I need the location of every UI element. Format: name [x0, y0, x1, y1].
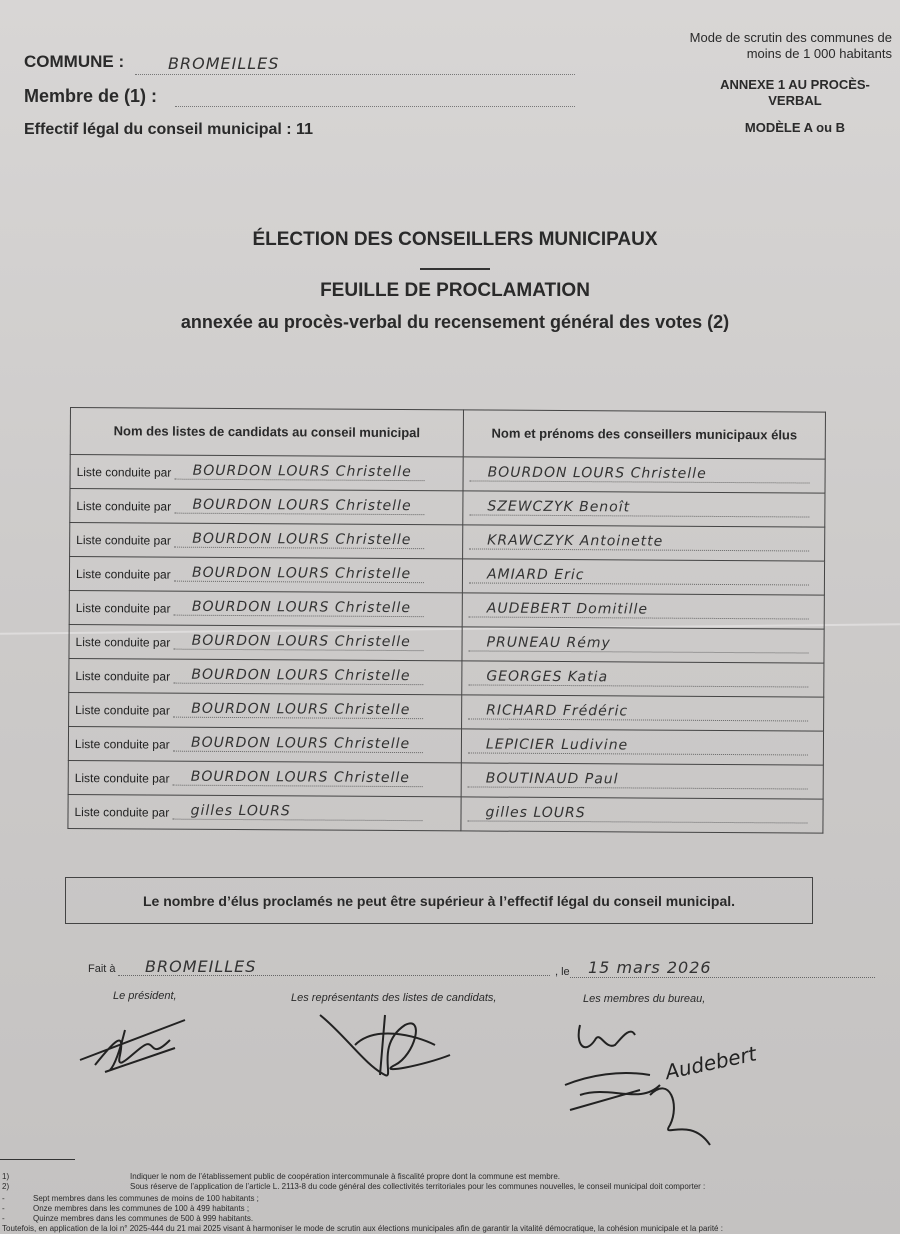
table-row [68, 794, 823, 833]
liste-name: BOURDON LOURS Christelle [192, 462, 412, 481]
footnote-number: 1) [2, 1172, 10, 1181]
liste-name: BOURDON LOURS Christelle [192, 496, 412, 515]
elu-name: AMIARD Eric [486, 566, 585, 584]
table-row [69, 692, 824, 731]
table-row [70, 523, 825, 562]
elu-dotted-line [468, 738, 808, 755]
liste-name: BOURDON LOURS Christelle [190, 734, 411, 753]
liste-name: BOURDON LOURS Christelle [192, 564, 412, 583]
representatives-label: Les représentants des listes de candidats, [291, 992, 497, 1004]
table-row [70, 455, 825, 494]
table-row [68, 726, 823, 765]
liste-cell [70, 523, 463, 559]
footnote-number: - [2, 1214, 5, 1223]
footnote-text: Sous réserve de l’application de l’article L. 2113-8 du code général des collectivités territoriales pour les communes nouvelles, le conseil municipal doit comporter : [130, 1182, 706, 1191]
elu-dotted-line [470, 466, 810, 483]
liste-prefix: Liste conduite par [75, 635, 171, 650]
liste-name: BOURDON LOURS Christelle [190, 768, 410, 787]
membre-label: Membre de (1) : [24, 86, 158, 106]
liste-dotted-line [174, 530, 424, 550]
elu-cell [462, 627, 824, 663]
elu-name: PRUNEAU Rémy [486, 634, 611, 652]
table-row [69, 658, 824, 697]
commune-label: COMMUNE : [24, 52, 125, 71]
footnote-text: Sept membres dans les communes de moins de 100 habitants ; [33, 1194, 259, 1203]
elu-name: LEPICIER Ludivine [485, 736, 629, 754]
elu-name: BOUTINAUD Paul [485, 770, 619, 788]
footnote-text: Onze membres dans les communes de 100 à 499 habitants ; [33, 1204, 250, 1213]
fait-value: BROMEILLES [145, 957, 257, 976]
elu-cell [461, 763, 823, 799]
liste-cell [68, 726, 461, 762]
table-header-row [70, 408, 825, 460]
elu-name: KRAWCZYK Antoinette [487, 532, 664, 550]
elu-dotted-line [468, 704, 808, 721]
liste-dotted-line [173, 666, 423, 686]
footnote-text: Indiquer le nom de l’établissement public de coopération intercommunale à fiscalité propre dont la commune est membre. [130, 1172, 561, 1181]
footnote-text: Quinze membres dans les communes de 500 à 999 habitants. [33, 1214, 254, 1223]
liste-prefix: Liste conduite par [74, 771, 170, 786]
elu-cell [462, 661, 824, 697]
bureau-signatures [560, 1015, 810, 1150]
elu-cell [461, 729, 823, 765]
liste-name: BOURDON LOURS Christelle [191, 666, 411, 685]
liste-name: BOURDON LOURS Christelle [191, 700, 411, 719]
bureau-signature-text: Audebert [663, 1041, 759, 1085]
effectif-label: Effectif légal du conseil municipal : 11 [24, 121, 313, 138]
notice-text: Le nombre d’élus proclamés ne peut être supérieur à l’effectif légal du conseil municipal. [142, 892, 736, 909]
date-value: 15 mars 2026 [588, 958, 712, 977]
liste-cell [69, 557, 462, 593]
elu-cell [463, 525, 825, 561]
liste-dotted-line [175, 462, 425, 482]
liste-cell [70, 489, 463, 525]
liste-prefix: Liste conduite par [75, 703, 170, 718]
membre-dotted-line [175, 106, 575, 107]
elu-dotted-line [469, 500, 809, 517]
table-row [70, 489, 825, 528]
header-elus: Nom et prénoms des conseillers municipaux élus [463, 410, 825, 459]
elu-cell [462, 559, 824, 595]
liste-cell [68, 794, 461, 830]
liste-cell [69, 590, 462, 626]
footnote-number: - [2, 1204, 5, 1213]
liste-prefix: Liste conduite par [75, 601, 171, 616]
mode-scrutin-text: Mode de scrutin des communes de moins de 1 000 habitants [689, 30, 892, 61]
liste-prefix: Liste conduite par [74, 737, 170, 752]
footnote-rule [0, 1159, 75, 1160]
footnote-text: Toutefois, en application de la loi n° 2025-444 du 21 mai 2025 visant à harmoniser le mode de scrutin aux élections municipales afin de garantir la vitalité démocratique, la cohésion municipale et la parité : [2, 1224, 723, 1233]
liste-cell [69, 624, 462, 660]
elu-dotted-line [469, 636, 809, 653]
president-signature [75, 1010, 195, 1080]
elu-dotted-line [468, 772, 808, 789]
table-row [68, 760, 823, 799]
elu-name: AUDEBERT Domitille [486, 600, 649, 618]
elu-name: GEORGES Katia [486, 668, 609, 686]
footnote-number: 2) [2, 1182, 10, 1191]
representatives-signature [315, 1005, 455, 1085]
title-main: ÉLECTION DES CONSEILLERS MUNICIPAUX [252, 229, 658, 250]
elu-dotted-line [469, 534, 809, 551]
liste-name: BOURDON LOURS Christelle [191, 598, 412, 617]
modele-text: MODÈLE A ou B [744, 120, 846, 135]
president-label: Le président, [113, 990, 177, 1002]
footnote-number: - [2, 1194, 5, 1203]
liste-name: BOURDON LOURS Christelle [192, 530, 412, 549]
liste-dotted-line [173, 802, 423, 822]
table-row [69, 590, 824, 629]
liste-cell [68, 760, 461, 796]
liste-dotted-line [173, 734, 423, 754]
liste-dotted-line [174, 496, 424, 516]
liste-dotted-line [173, 768, 423, 788]
liste-prefix: Liste conduite par [76, 465, 172, 480]
liste-prefix: Liste conduite par [76, 499, 172, 514]
elected-table [67, 407, 826, 849]
liste-cell [69, 658, 462, 694]
title-description: annexée au procès-verbal du recensement général des votes (2) [180, 312, 730, 332]
title-rule [420, 268, 490, 270]
liste-prefix: Liste conduite par [75, 669, 171, 684]
fait-label: Fait à [88, 963, 116, 975]
bureau-label: Les membres du bureau, [583, 993, 706, 1005]
liste-name: gilles LOURS [190, 802, 291, 820]
elu-dotted-line [468, 670, 808, 687]
elu-name: RICHARD Frédéric [486, 702, 629, 720]
elu-name: SZEWCZYK Benoît [487, 498, 631, 516]
le-label: , le [555, 966, 570, 978]
elu-cell [463, 457, 825, 493]
elu-cell [463, 491, 825, 527]
table-row [69, 557, 824, 596]
liste-name: BOURDON LOURS Christelle [191, 632, 411, 651]
liste-prefix: Liste conduite par [74, 805, 170, 820]
elu-cell [461, 797, 823, 833]
liste-prefix: Liste conduite par [76, 533, 171, 548]
commune-dotted-line [135, 74, 575, 75]
annexe-text: ANNEXE 1 AU PROCÈS-VERBAL [720, 77, 870, 108]
commune-value: BROMEILLES [168, 54, 280, 73]
elu-dotted-line [469, 568, 809, 585]
elu-name: gilles LOURS [485, 804, 586, 822]
liste-dotted-line [173, 700, 423, 720]
table-row [69, 624, 824, 663]
title-sub: FEUILLE DE PROCLAMATION [320, 280, 590, 301]
liste-cell [70, 455, 463, 491]
elu-dotted-line [467, 806, 807, 823]
elu-cell [462, 695, 824, 731]
elu-cell [462, 593, 824, 629]
elu-name: BOURDON LOURS Christelle [487, 464, 707, 482]
notice-box [65, 877, 813, 924]
elu-dotted-line [469, 602, 809, 619]
header-listes: Nom des listes de candidats au conseil municipal [70, 408, 463, 457]
date-dotted-line [570, 977, 875, 978]
liste-cell [69, 692, 462, 728]
liste-prefix: Liste conduite par [75, 567, 171, 582]
liste-dotted-line [174, 598, 424, 618]
liste-dotted-line [174, 632, 424, 652]
liste-dotted-line [174, 564, 424, 584]
